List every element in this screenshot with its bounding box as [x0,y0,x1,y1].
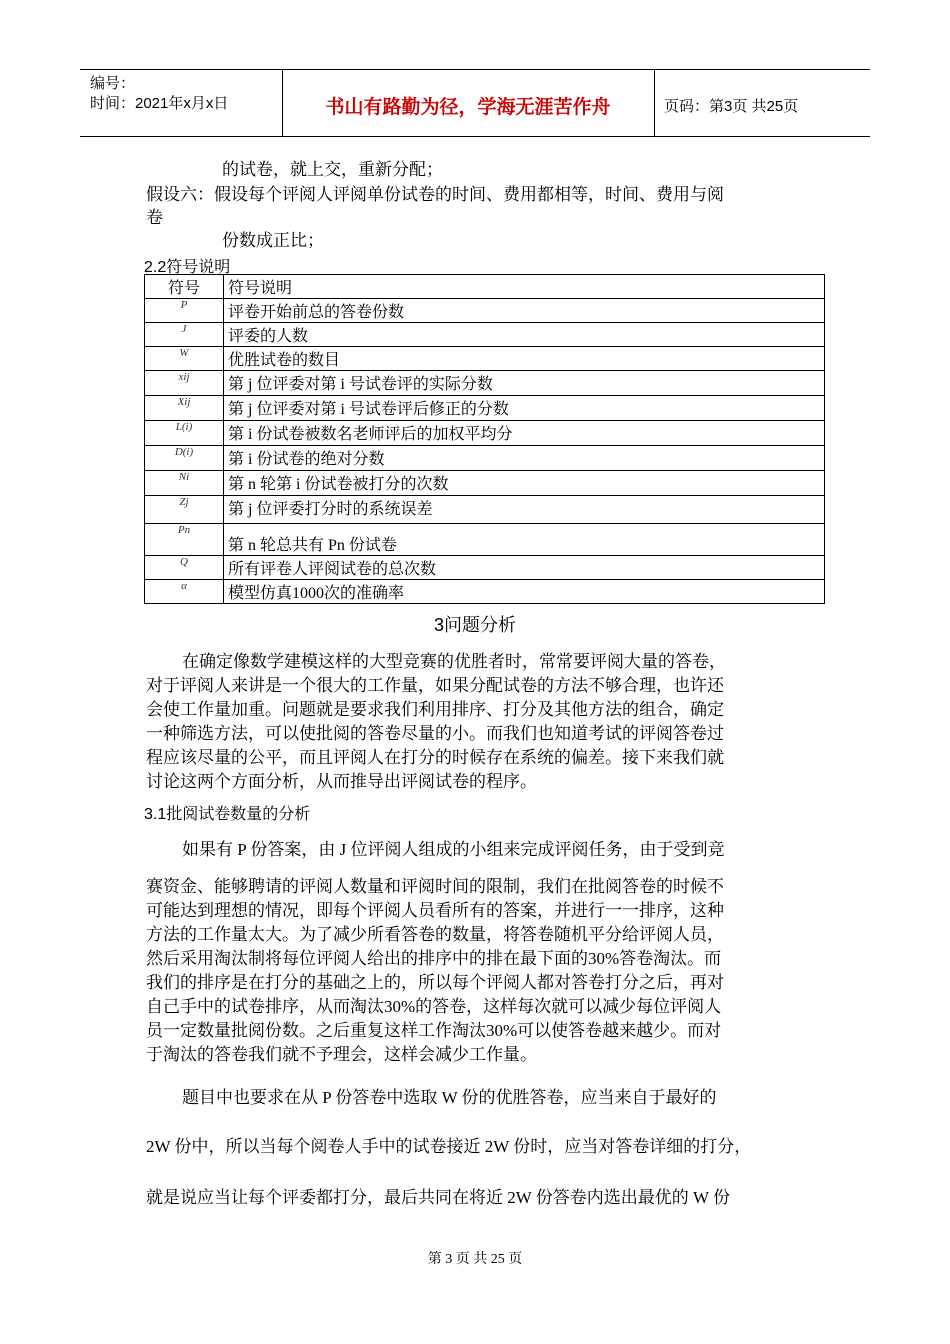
header-divider-right [654,70,655,136]
table-row [145,524,825,556]
table-cell-symbol: L(i) [145,421,224,446]
para3-line: 题目中也要求在从 P 份答卷中选取 W 份的优胜答卷，应当来自于最好的 [182,1088,717,1107]
table-row [145,323,825,347]
intro-line-4: 份数成正比； [222,231,324,250]
table-row [145,371,825,396]
table-row [145,396,825,421]
para1-line: 讨论这两个方面分析，从而推导出评阅试卷的程序。 [146,772,537,791]
table-cell-description: 第 j 位评委对第 i 号试卷评后修正的分数 [224,396,825,421]
table-cell-description: 第 i 份试卷被数名老师评后的加权平均分 [224,421,825,446]
table-row [145,347,825,371]
table-cell-description: 第 i 份试卷的绝对分数 [224,446,825,471]
table-cell-description: 所有评卷人评阅试卷的总次数 [224,556,825,580]
table-cell-description: 评卷开始前总的答卷份数 [224,299,825,323]
para1-line: 一种筛选方法，可以使批阅的答卷尽量的小。而我们也知道考试的评阅答卷过 [146,724,724,743]
para2-line: 可能达到理想的情况，即每个评阅人员看所有的答案，并进行一一排序，这种 [146,901,724,920]
header-time-label: 时间：2021年x月x日 [90,95,229,112]
para3-line: 2W 份中，所以当每个阅卷人手中的试卷接近 2W 份时，应当对答卷详细的打分， [146,1137,752,1156]
table-cell-symbol: J [145,323,224,347]
table-row [145,446,825,471]
para1-line: 程应该尽量的公平，而且评阅人在打分的时候存在系统的偏差。接下来我们就 [146,748,724,767]
table-cell-description: 第 n 轮总共有 Pn 份试卷 [224,524,825,556]
para2-line: 如果有 P 份答案，由 J 位评阅人组成的小组来完成评阅任务，由于受到竞 [182,840,725,859]
header-top-rule [80,69,870,70]
para2-line: 方法的工作量太大。为了减少所看答卷的数量，将答卷随机平分给评阅人员， [146,925,724,944]
table-row [145,496,825,524]
table-cell-symbol: xij [145,371,224,396]
para2-line: 员一定数量批阅份数。之后重复这样工作淘汰30%可以使答卷越来越少。而对 [146,1021,722,1040]
table-cell-symbol: Zj [145,496,224,524]
para1-line: 会使工作量加重。问题就是要求我们利用排序、打分及其他方法的组合，确定 [146,700,724,719]
table-header-symbol: 符号 [145,275,224,299]
para1-line: 在确定像数学建模这样的大型竞赛的优胜者时，常常要评阅大量的答卷， [182,652,726,671]
intro-line-1: 的试卷，就上交，重新分配； [222,160,443,179]
table-cell-symbol: Ni [145,471,224,496]
table-cell-symbol: α [145,580,224,604]
table-cell-description: 第 j 位评委打分时的系统误差 [224,496,825,524]
table-cell-symbol: Q [145,556,224,580]
intro-line-2: 假设六：假设每个评阅人评阅单份试卷的时间、费用都相等，时间、费用与阅 [146,185,724,204]
para3-line: 就是说应当让每个评委都打分，最后共同在将近 2W 份答卷内选出最优的 W 份 [146,1188,730,1207]
table-header-description: 符号说明 [224,275,825,299]
para2-line: 我们的排序是在打分的基础之上的，所以每个评阅人都对答卷打分之后，再对 [146,973,724,992]
intro-line-3: 卷 [146,208,163,227]
table-header-row [145,275,825,299]
table-cell-symbol: Xij [145,396,224,421]
header-page-label: 页码：第3页 共25页 [664,98,799,115]
table-cell-symbol: P [145,299,224,323]
page-footer: 第 3 页 共 25 页 [427,1252,523,1267]
table-cell-description: 优胜试卷的数目 [224,347,825,371]
header-bottom-rule [80,136,870,137]
header-motto: 书山有路勤为径，学海无涯苦作舟 [325,97,611,118]
para2-line: 自己手中的试卷排序，从而淘汰30%的答卷，这样每次就可以减少每位评阅人 [146,997,722,1016]
para1-line: 对于评阅人来讲是一个很大的工作量，如果分配试卷的方法不够合理，也许还 [146,676,724,695]
table-row [145,471,825,496]
table-cell-description: 第 n 轮第 i 份试卷被打分的次数 [224,471,825,496]
section-3-1-title: 3.1批阅试卷数量的分析 [144,806,311,823]
header-number-label: 编号： [90,75,136,92]
table-row [145,421,825,446]
para2-line: 然后采用淘汰制将每位评阅人给出的排序中的排在最下面的30%答卷淘汰。而 [146,949,722,968]
table-cell-symbol: D(i) [145,446,224,471]
symbol-table [144,274,825,604]
table-row [145,580,825,604]
table-cell-symbol: Pn [145,524,224,556]
table-row [145,299,825,323]
para2-line: 于淘汰的答卷我们就不予理会，这样会减少工作量。 [146,1045,537,1064]
table-cell-description: 评委的人数 [224,323,825,347]
table-cell-symbol: W [145,347,224,371]
para2-line: 赛资金、能够聘请的评阅人数量和评阅时间的限制，我们在批阅答卷的时候不 [146,877,724,896]
section-3-title: 3问题分析 [433,615,516,635]
table-cell-description: 模型仿真1000次的准确率 [224,580,825,604]
table-row [145,556,825,580]
table-cell-description: 第 j 位评委对第 i 号试卷评的实际分数 [224,371,825,396]
section-2-2-title: 2.2符号说明 [144,259,231,276]
